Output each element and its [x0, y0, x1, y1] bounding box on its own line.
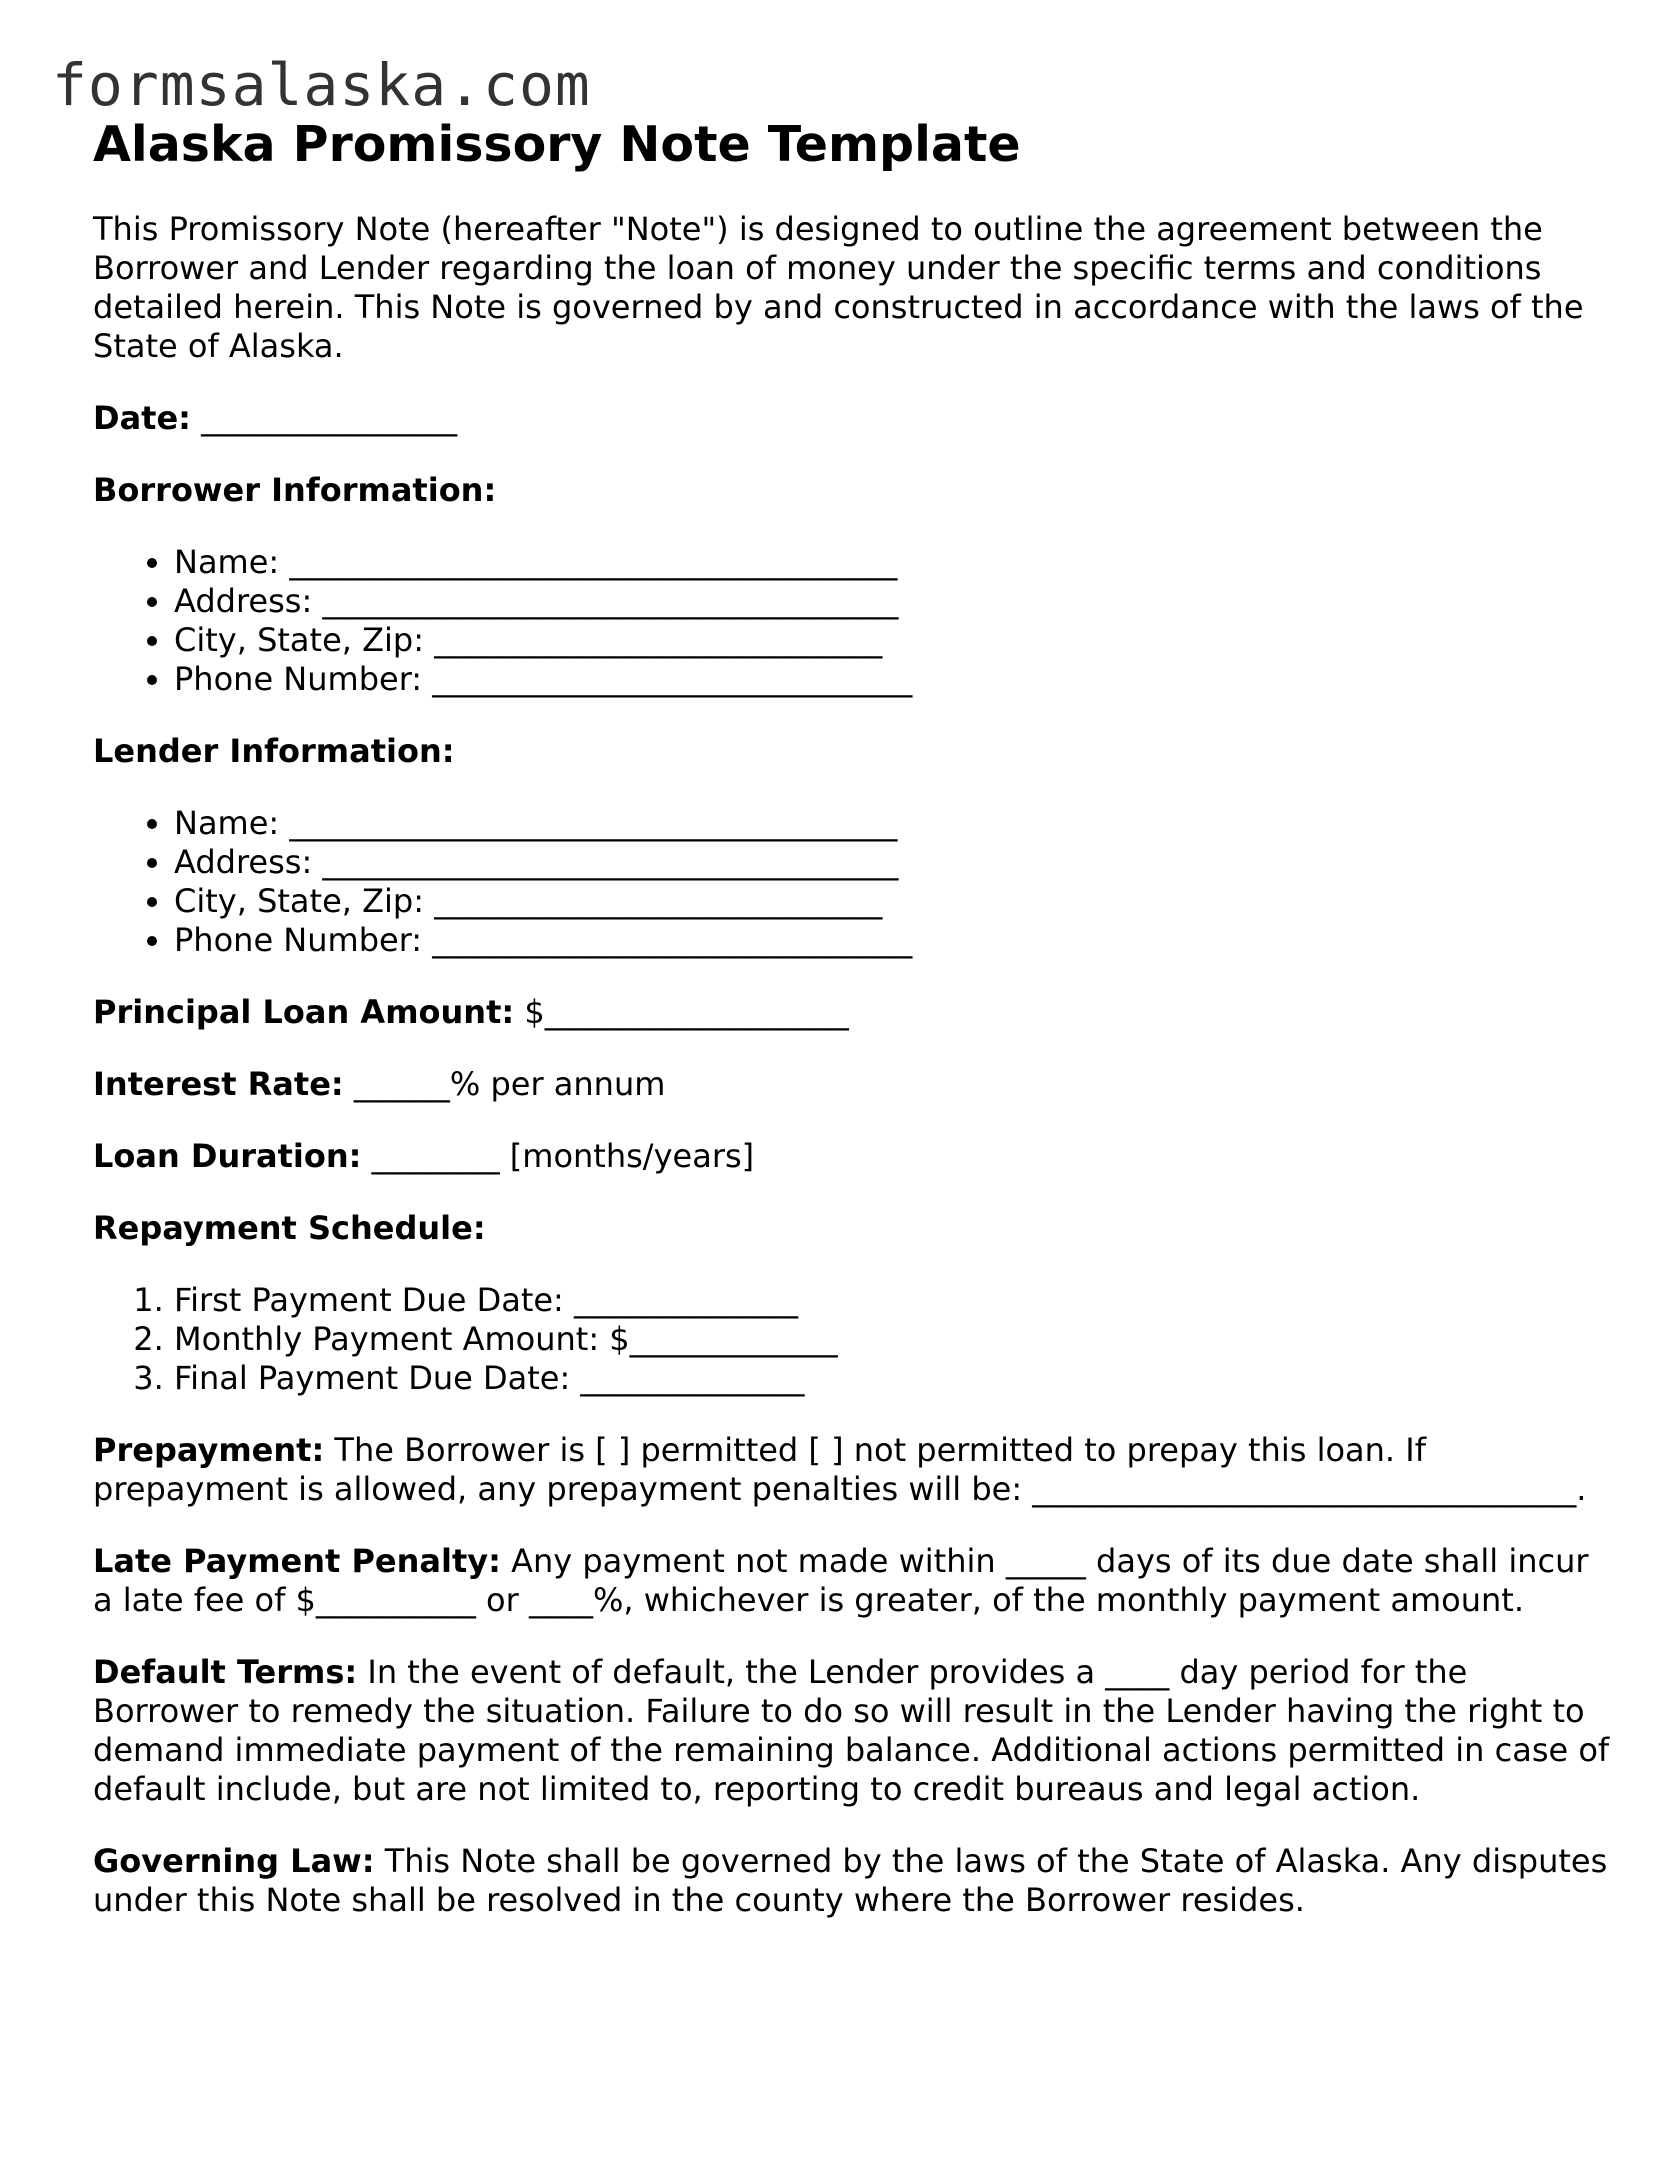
- default-terms-label: Default Terms:: [93, 1653, 358, 1691]
- watermark: formsalaska.com: [52, 51, 591, 119]
- duration-field: [93, 1137, 1613, 1176]
- duration-label: Loan Duration:: [93, 1137, 362, 1175]
- governing-law-text: This Note shall be governed by the laws of the State of Alaska. Any disputes under this Note shall be resolved in the county where the Borrower resides.: [93, 1842, 1608, 1919]
- repayment-heading: Repayment Schedule:: [93, 1209, 486, 1247]
- lender-phone: • Phone Number: ______________________________: [174, 921, 1613, 960]
- repayment-list: [93, 1281, 1613, 1398]
- interest-field: [93, 1065, 1613, 1104]
- duration-blank: ________ [months/years]: [371, 1137, 755, 1175]
- date-label: Date:: [93, 399, 191, 437]
- principal-field: [93, 993, 1613, 1032]
- prepayment-paragraph: [93, 1431, 1613, 1509]
- borrower-list: [93, 543, 1613, 699]
- default-terms-paragraph: [93, 1653, 1613, 1809]
- governing-law-paragraph: [93, 1842, 1613, 1920]
- date-field: [93, 399, 1613, 438]
- late-penalty-label: Late Payment Penalty:: [93, 1542, 501, 1580]
- late-penalty-paragraph: [93, 1542, 1613, 1620]
- date-blank: ________________: [201, 399, 458, 437]
- lender-heading: Lender Information:: [93, 732, 455, 770]
- borrower-heading: Borrower Information:: [93, 471, 497, 509]
- first-payment-date: 1. First Payment Due Date: ______________: [174, 1281, 1613, 1320]
- governing-law-label: Governing Law:: [93, 1842, 375, 1880]
- borrower-phone: • Phone Number: ______________________________: [174, 660, 1613, 699]
- prepayment-text: The Borrower is [ ] permitted [ ] not permitted to prepay this loan. If prepayment is allowed, any prepayment penalties will be: __________________________________.: [93, 1431, 1587, 1508]
- borrower-city-state-zip: • City, State, Zip: ____________________________: [174, 621, 1613, 660]
- lender-name: • Name: ______________________________________: [174, 804, 1613, 843]
- final-payment-date: 3. Final Payment Due Date: ______________: [174, 1359, 1613, 1398]
- prepayment-label: Prepayment:: [93, 1431, 325, 1469]
- intro-paragraph: This Promissory Note (hereafter "Note") is designed to outline the agreement between the Borrower and Lender regarding the loan of money under the specific terms and conditions detailed herein. This Note is governed by and constructed in accordance with the laws of the State of Alaska.: [93, 210, 1584, 365]
- document-body: [93, 112, 1613, 1920]
- lender-address: • Address: ____________________________________: [174, 843, 1613, 882]
- principal-blank: $___________________: [524, 993, 849, 1031]
- lender-list: [93, 804, 1613, 960]
- monthly-payment-amount: 2. Monthly Payment Amount: $_____________: [174, 1320, 1613, 1359]
- interest-label: Interest Rate:: [93, 1065, 344, 1103]
- interest-blank: ______% per annum: [353, 1065, 666, 1103]
- late-penalty-text: Any payment not made within _____ days of its due date shall incur a late fee of $__________ or ____%, whichever is greater, of the monthly payment amount.: [93, 1542, 1589, 1619]
- default-terms-text: In the event of default, the Lender provides a ____ day period for the Borrower to remedy the situation. Failure to do so will result in the Lender having the right to demand immediate payment of the remaining balance. Additional actions permitted in case of default include, but are not limited to, reporting to credit bureaus and legal action.: [93, 1653, 1610, 1808]
- principal-label: Principal Loan Amount:: [93, 993, 515, 1031]
- borrower-address: • Address: ____________________________________: [174, 582, 1613, 621]
- lender-city-state-zip: • City, State, Zip: ____________________________: [174, 882, 1613, 921]
- document-title: Alaska Promissory Note Template: [93, 116, 1021, 173]
- borrower-name: • Name: ______________________________________: [174, 543, 1613, 582]
